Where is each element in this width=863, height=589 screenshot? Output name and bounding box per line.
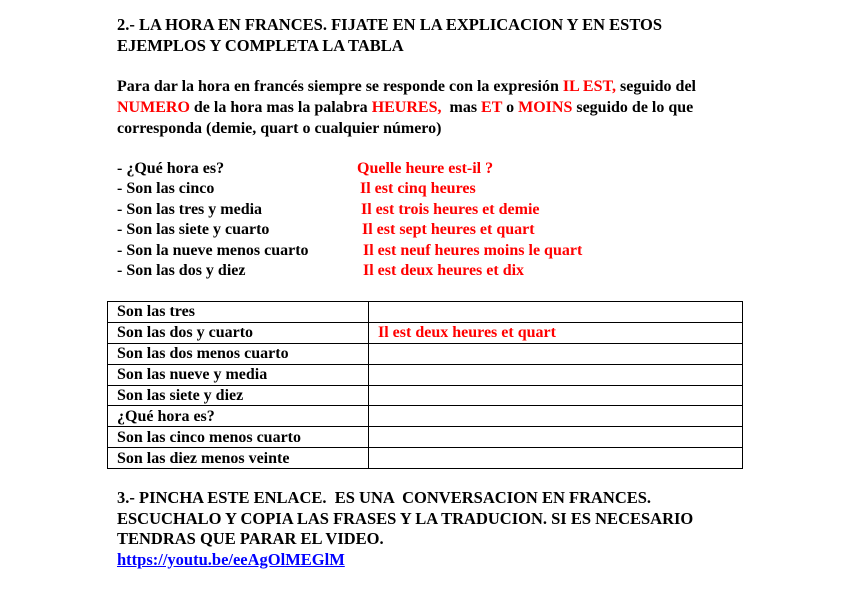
french-answer-cell[interactable] (369, 406, 743, 427)
spanish-cell: Son las diez menos veinte (108, 448, 369, 469)
example-spanish: - ¿Qué hora es? (117, 160, 225, 177)
keyword-et: ET (481, 99, 503, 116)
example-row (117, 200, 677, 220)
explanation-text: de la hora mas la palabra (189, 99, 372, 116)
example-row (117, 241, 677, 261)
keyword-numero: NUMERO (117, 99, 190, 116)
table-row (108, 448, 743, 469)
example-french: Il est neuf heures moins le quart (363, 241, 583, 259)
table-row (108, 427, 743, 448)
explanation-paragraph (117, 76, 747, 139)
section-3-line-3: TENDRAS QUE PARAR EL VIDEO. (117, 529, 384, 548)
keyword-moins: MOINS (518, 99, 573, 116)
section-2-heading-line-1: 2.- LA HORA EN FRANCES. FIJATE EN LA EXPLICACION Y EN ESTOS (117, 15, 663, 34)
spanish-cell: Son las nueve y media (108, 364, 369, 385)
french-answer-cell[interactable] (369, 385, 743, 406)
explanation-text: o (502, 99, 519, 116)
french-answer-cell[interactable] (369, 364, 743, 385)
example-row (117, 261, 677, 281)
example-spanish: - Son las siete y cuarto (117, 221, 270, 239)
explanation-text: seguido del (615, 78, 696, 95)
explanation-text: Para dar la hora en francés siempre se responde con la expresión (117, 78, 563, 95)
french-answer-cell[interactable] (369, 302, 743, 323)
table-row (108, 343, 743, 364)
table-row (108, 364, 743, 385)
explanation-text: seguido de lo que corresponda (demie, quart o cualquier número) (117, 99, 694, 137)
spanish-cell: Son las siete y diez (108, 385, 369, 406)
example-french: Il est trois heures et demie (361, 200, 540, 218)
french-answer-cell[interactable] (369, 343, 743, 364)
example-french: Il est cinq heures (360, 180, 476, 198)
example-spanish: - Son las tres y media (117, 200, 263, 218)
example-row (117, 159, 677, 179)
table-row (108, 302, 743, 323)
youtube-video-link[interactable]: https://youtu.be/eeAgOlMEGlM (117, 549, 345, 569)
example-french: Il est sept heures et quart (362, 221, 535, 239)
example-french: Il est deux heures et dix (363, 261, 525, 279)
keyword-heures: HEURES, (371, 99, 442, 116)
keyword-il-est: IL EST, (562, 78, 616, 95)
french-answer-cell[interactable] (369, 448, 743, 469)
explanation-text: mas (441, 99, 482, 116)
section-3-line-2: ESCUCHALO Y COPIA LAS FRASES Y LA TRADUCION. SI ES NECESARIO (117, 508, 694, 528)
french-answer-cell[interactable] (369, 427, 743, 448)
example-row (117, 220, 677, 240)
practice-table (107, 301, 743, 469)
example-french: Quelle heure est-il ? (357, 160, 494, 177)
table-row (108, 322, 743, 343)
spanish-cell: ¿Qué hora es? (108, 406, 369, 427)
example-spanish: - Son las dos y diez (117, 261, 246, 279)
example-spanish: - Son la nueve menos cuarto (117, 241, 309, 259)
spanish-cell: Son las dos y cuarto (108, 322, 369, 343)
french-answer-cell[interactable]: Il est deux heures et quart (369, 322, 743, 343)
example-spanish: - Son las cinco (117, 180, 215, 198)
table-row (108, 406, 743, 427)
section-2-heading-line-2: EJEMPLOS Y COMPLETA LA TABLA (117, 36, 404, 55)
spanish-cell: Son las tres (108, 302, 369, 323)
section-3 (117, 488, 757, 570)
examples-list (117, 159, 677, 281)
example-row (117, 179, 677, 199)
spanish-cell: Son las dos menos cuarto (108, 343, 369, 364)
spanish-cell: Son las cinco menos cuarto (108, 427, 369, 448)
section-2-heading (117, 14, 757, 56)
table-row (108, 385, 743, 406)
section-3-line-1: 3.- PINCHA ESTE ENLACE. ES UNA CONVERSACION EN FRANCES. (117, 488, 652, 507)
